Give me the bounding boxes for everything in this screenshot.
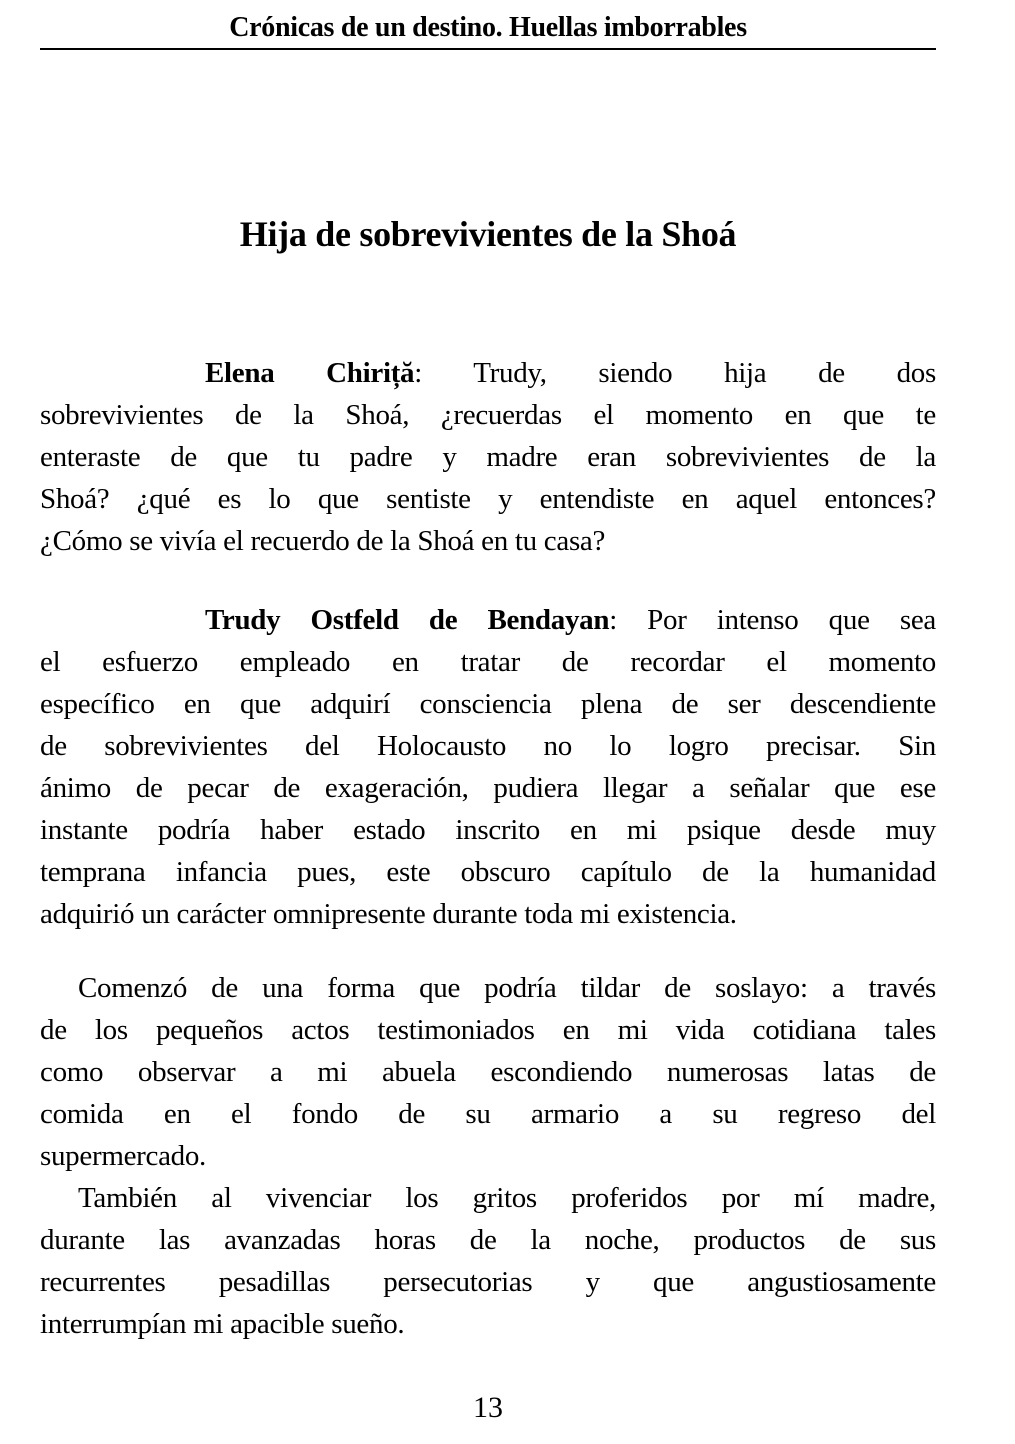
- paragraph: [40, 967, 936, 1177]
- text-line: interrumpían mi apacible sueño.: [40, 1308, 405, 1340]
- header-rule-divider: [40, 48, 936, 50]
- speaker-name: Elena Chiriță: [205, 357, 415, 389]
- running-header: Crónicas de un destino. Huellas imborrables: [229, 12, 747, 43]
- text-line: recurrentes pesadillas persecutorias y que angustiosamente: [40, 1266, 936, 1298]
- text-line: comida en el fondo de su armario a su regreso del: [40, 1098, 936, 1130]
- text-line: adquirió un carácter omnipresente durante toda mi existencia.: [40, 898, 737, 930]
- paragraph: [40, 1177, 936, 1345]
- text-line: sobrevivientes de la Shoá, ¿recuerdas el momento en que te: [40, 399, 936, 431]
- text-line: de sobrevivientes del Holocausto no lo logro precisar. Sin: [40, 730, 936, 762]
- text-line: ¿Cómo se vivía el recuerdo de la Shoá en tu casa?: [40, 525, 606, 557]
- paragraph: [40, 352, 936, 562]
- text-line: enteraste de que tu padre y madre eran sobrevivientes de la: [40, 441, 936, 473]
- text-line: durante las avanzadas horas de la noche, productos de sus: [40, 1224, 936, 1256]
- text-line: Trudy Ostfeld de Bendayan: Por intenso que sea: [205, 604, 936, 636]
- text-line: También al vivenciar los gritos proferidos por mí madre,: [78, 1182, 936, 1214]
- text-line: instante podría haber estado inscrito en mi psique desde muy: [40, 814, 936, 846]
- text-line: como observar a mi abuela escondiendo numerosas latas de: [40, 1056, 936, 1088]
- text-line: supermercado.: [40, 1140, 206, 1172]
- text-line: ánimo de pecar de exageración, pudiera llegar a señalar que ese: [40, 772, 936, 804]
- body-text: [40, 352, 936, 1345]
- text-line: Elena Chiriță: Trudy, siendo hija de dos: [205, 357, 936, 389]
- text-line: el esfuerzo empleado en tratar de recordar el momento: [40, 646, 936, 678]
- text-line: de los pequeños actos testimoniados en mi vida cotidiana tales: [40, 1014, 936, 1046]
- text-line: específico en que adquirí consciencia plena de ser descendiente: [40, 688, 936, 720]
- text-line: Comenzó de una forma que podría tildar de soslayo: a través: [78, 972, 936, 1004]
- text-line: Shoá? ¿qué es lo que sentiste y entendiste en aquel entonces?: [40, 483, 936, 515]
- text-line: temprana infancia pues, este obscuro capítulo de la humanidad: [40, 856, 936, 888]
- paragraph: [40, 599, 936, 935]
- speaker-name: Trudy Ostfeld de Bendayan: [205, 604, 610, 636]
- chapter-title: Hija de sobrevivientes de la Shoá: [239, 214, 737, 254]
- page-number: 13: [473, 1391, 503, 1424]
